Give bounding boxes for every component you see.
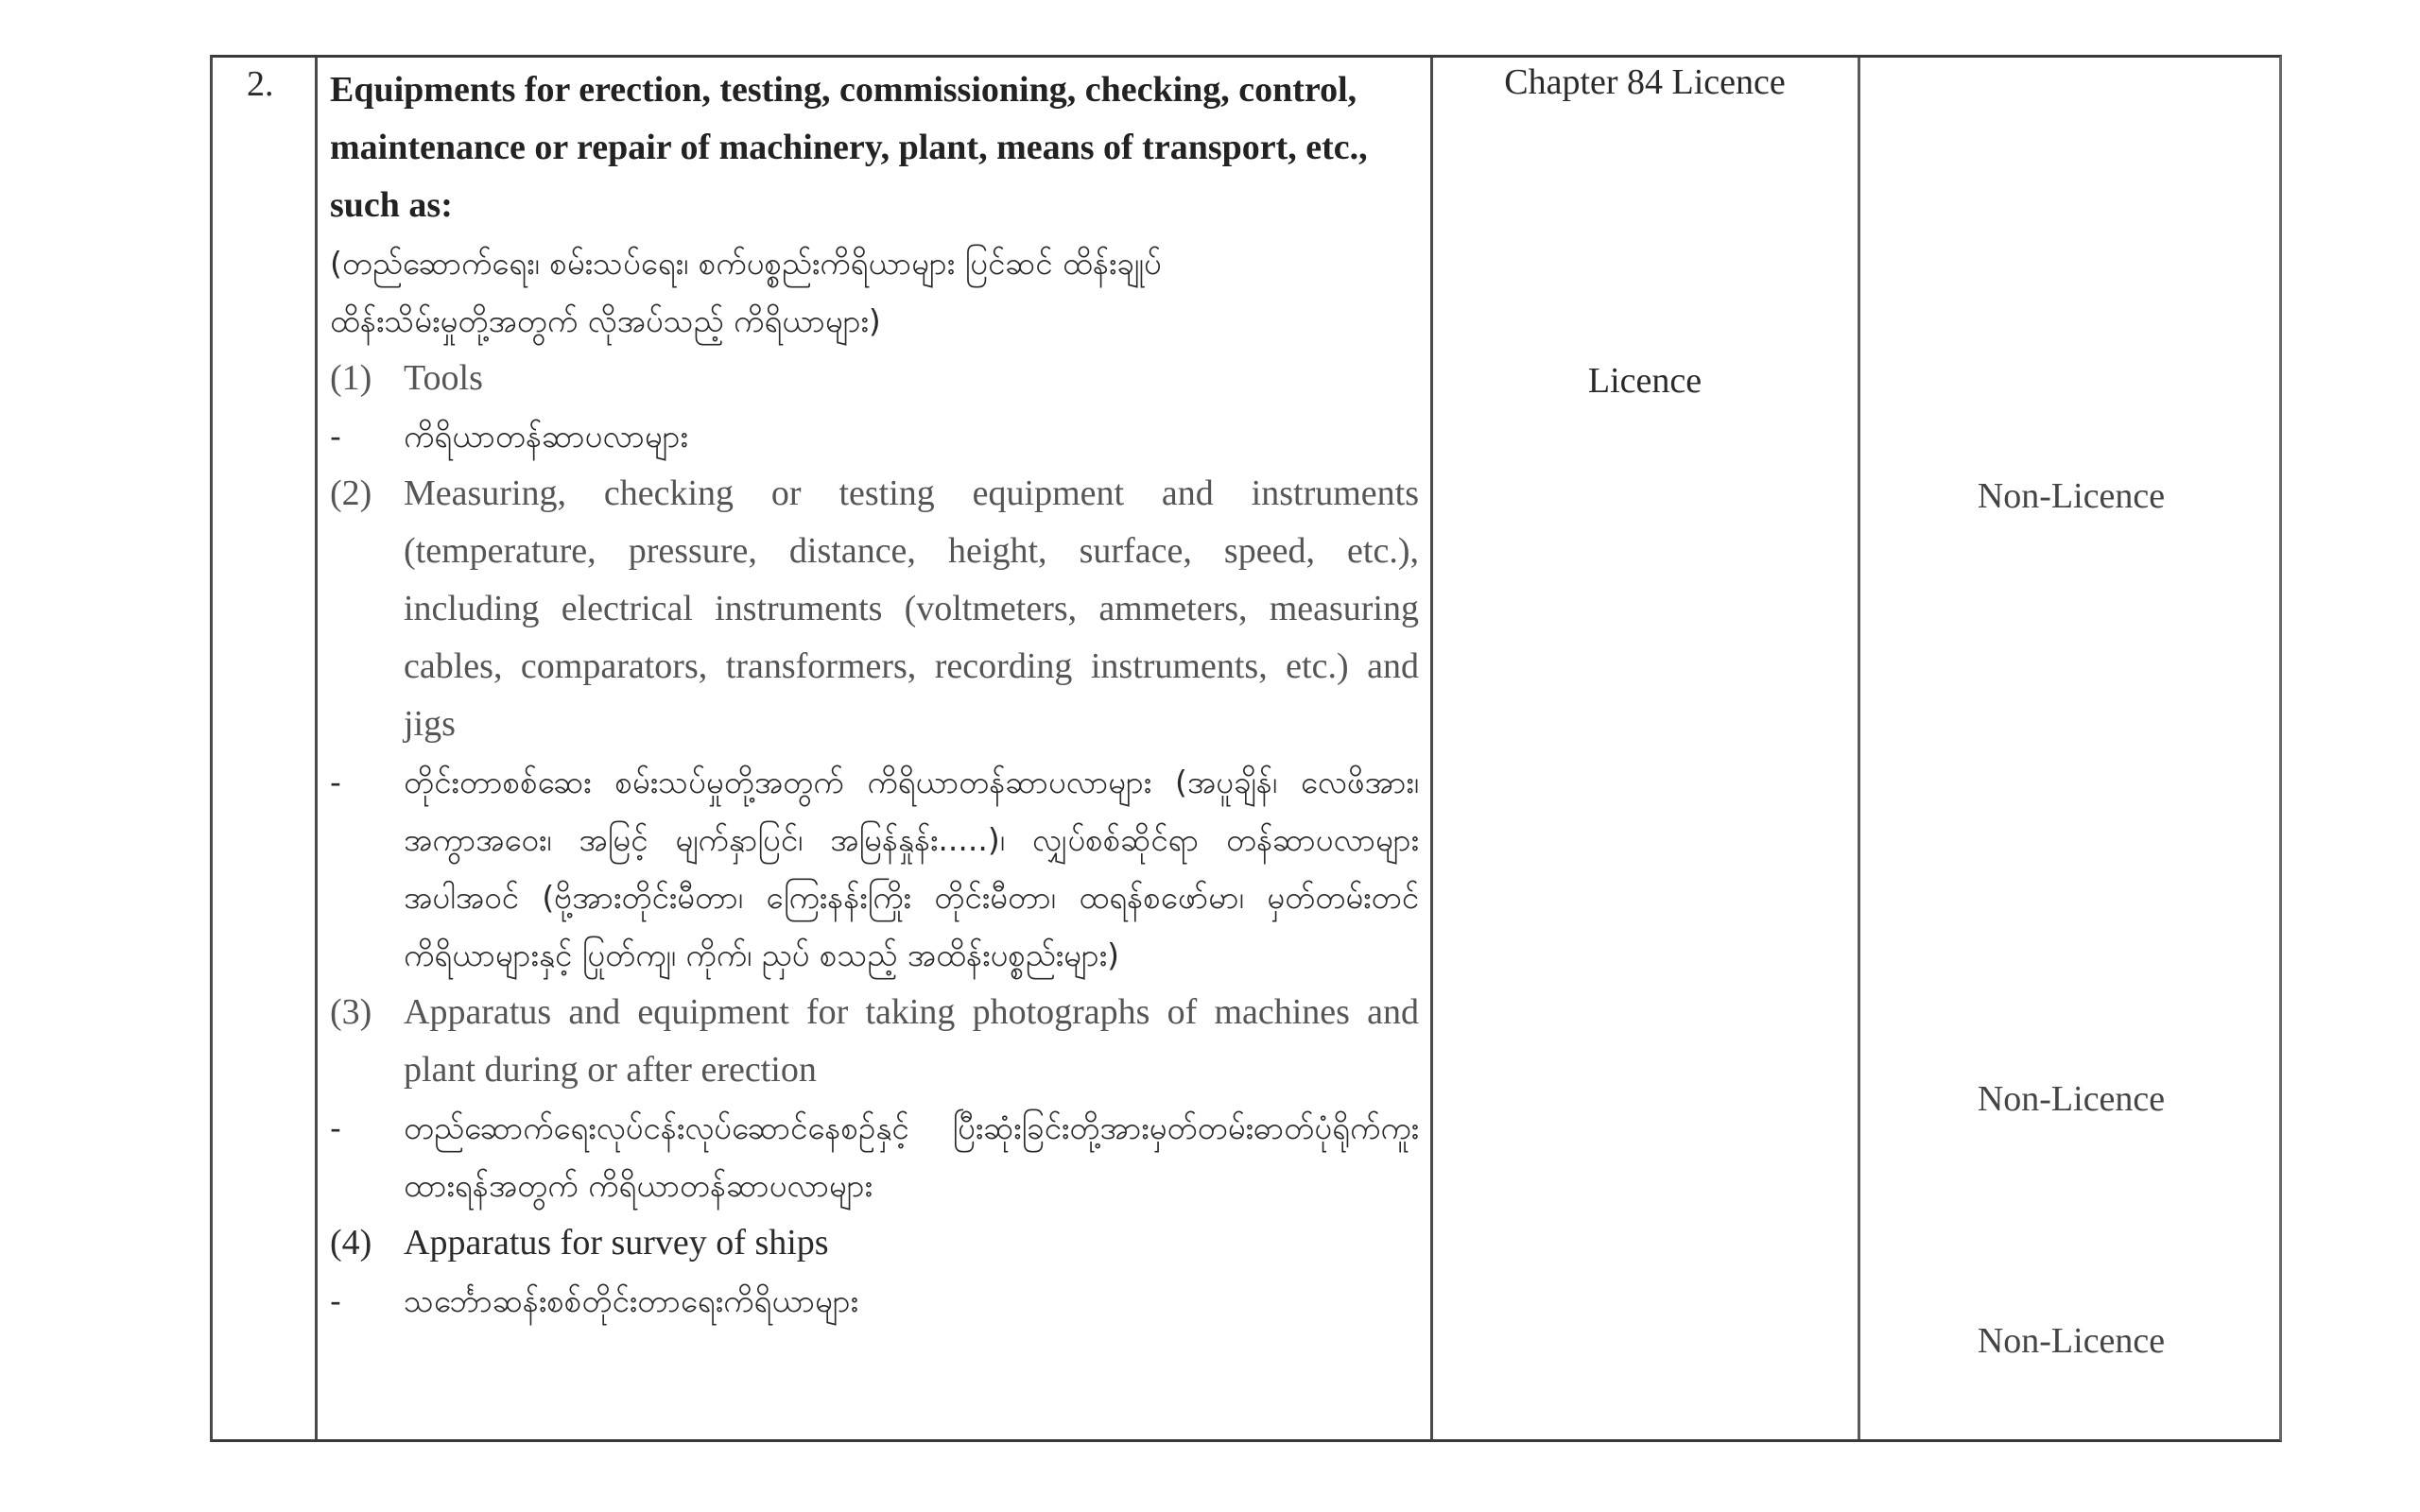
dash-marker: -: [330, 1282, 341, 1319]
list-item-myanmar: [330, 407, 1419, 465]
list-item: [330, 465, 1419, 753]
heading-line: such as:: [330, 185, 453, 225]
list-item: [330, 350, 1419, 407]
licence-value: Licence: [1587, 361, 1703, 401]
licence-column-title: Chapter 84 Licence: [1504, 62, 1786, 102]
item-marker: (2): [330, 473, 372, 513]
row-number: 2.: [247, 64, 274, 104]
list-item-myanmar: [330, 1272, 1419, 1330]
heading-myanmar-line: ထိန်းသိမ်းမှုတို့အတွက် လိုအပ်သည့် ကိရိယာများ): [330, 302, 881, 339]
item3-licence-status: Non-Licence: [1977, 1079, 2166, 1119]
item-text: Apparatus and equipment for taking photographs of machines and plant during or after erection: [404, 992, 1419, 1090]
commodity-table: [210, 55, 2282, 1442]
item-text: Tools: [404, 358, 483, 398]
item-myanmar-text: တည်ဆောက်ရေးလုပ်ငန်းလုပ်ဆောင်နေစဉ်နှင့် ပြီးဆုံးခြင်းတို့အားမှတ်တမ်းဓာတ်ပုံရိုက်ကူးထားရန်အတွက် ကိရိယာတန်ဆာပလာများ: [404, 1109, 1419, 1204]
item-marker: (4): [330, 1223, 372, 1263]
item2-licence-status: Non-Licence: [1977, 476, 2166, 516]
list-item-myanmar: [330, 1099, 1419, 1214]
heading-line: Equipments for erection, testing, commissioning, checking, control,: [330, 70, 1357, 110]
column-divider: [1858, 58, 1860, 1439]
item-marker: (1): [330, 358, 372, 398]
item-marker: (3): [330, 992, 372, 1032]
item-text: Apparatus for survey of ships: [404, 1223, 829, 1263]
item-text: Measuring, checking or testing equipment and instruments (temperature, pressure, distance, height, surface, speed, etc.), including electrical instruments (voltmeters, ammeters, measuring cables, comparators, transformers, recording instruments, etc.) and jigs: [404, 473, 1419, 744]
heading-line: maintenance or repair of machinery, plant, means of transport, etc.,: [330, 128, 1368, 167]
column-divider: [1430, 58, 1433, 1439]
dash-marker: -: [330, 1109, 341, 1146]
item-myanmar-text: ကိရိယာတန်ဆာပလာများ: [404, 418, 688, 455]
list-item: [330, 984, 1419, 1099]
dash-marker: -: [330, 764, 341, 800]
dash-marker: -: [330, 418, 341, 455]
description-cell: [330, 61, 1419, 1330]
column-divider: [315, 58, 318, 1439]
heading-myanmar-line: (တည်ဆောက်ရေး၊ စမ်းသပ်ရေး၊ စက်ပစ္စည်းကိရိယာများ ပြင်ဆင် ထိန်းချုပ်: [330, 245, 1162, 282]
item-myanmar-text: တိုင်းတာစစ်ဆေး စမ်းသပ်မှုတို့အတွက် ကိရိယာတန်ဆာပလာများ (အပူချိန်၊ လေဖိအား၊ အကွာအဝေး၊ အမြင့် မျက်နှာပြင်၊ အမြန်နှုန်း.....)၊ လျှပ်စစ်ဆိုင်ရာ တန်ဆာပလာများအပါအဝင် (ဗို့အားတိုင်းမီတာ၊ ကြေးနန်းကြိုး တိုင်းမီတာ၊ ထရန်စဖော်မာ၊ မှတ်တမ်းတင်ကိရိယာများနှင့် ပြုတ်ကျ၊ ကိုက်၊ ညှပ် စသည့် အထိန်းပစ္စည်းများ): [404, 764, 1419, 973]
item-myanmar-text: သင်္ဘောဆန်းစစ်တိုင်းတာရေးကိရိယာများ: [404, 1282, 858, 1319]
list-item: [330, 1214, 1419, 1272]
list-item-myanmar: [330, 753, 1419, 984]
item4-licence-status: Non-Licence: [1977, 1321, 2166, 1361]
